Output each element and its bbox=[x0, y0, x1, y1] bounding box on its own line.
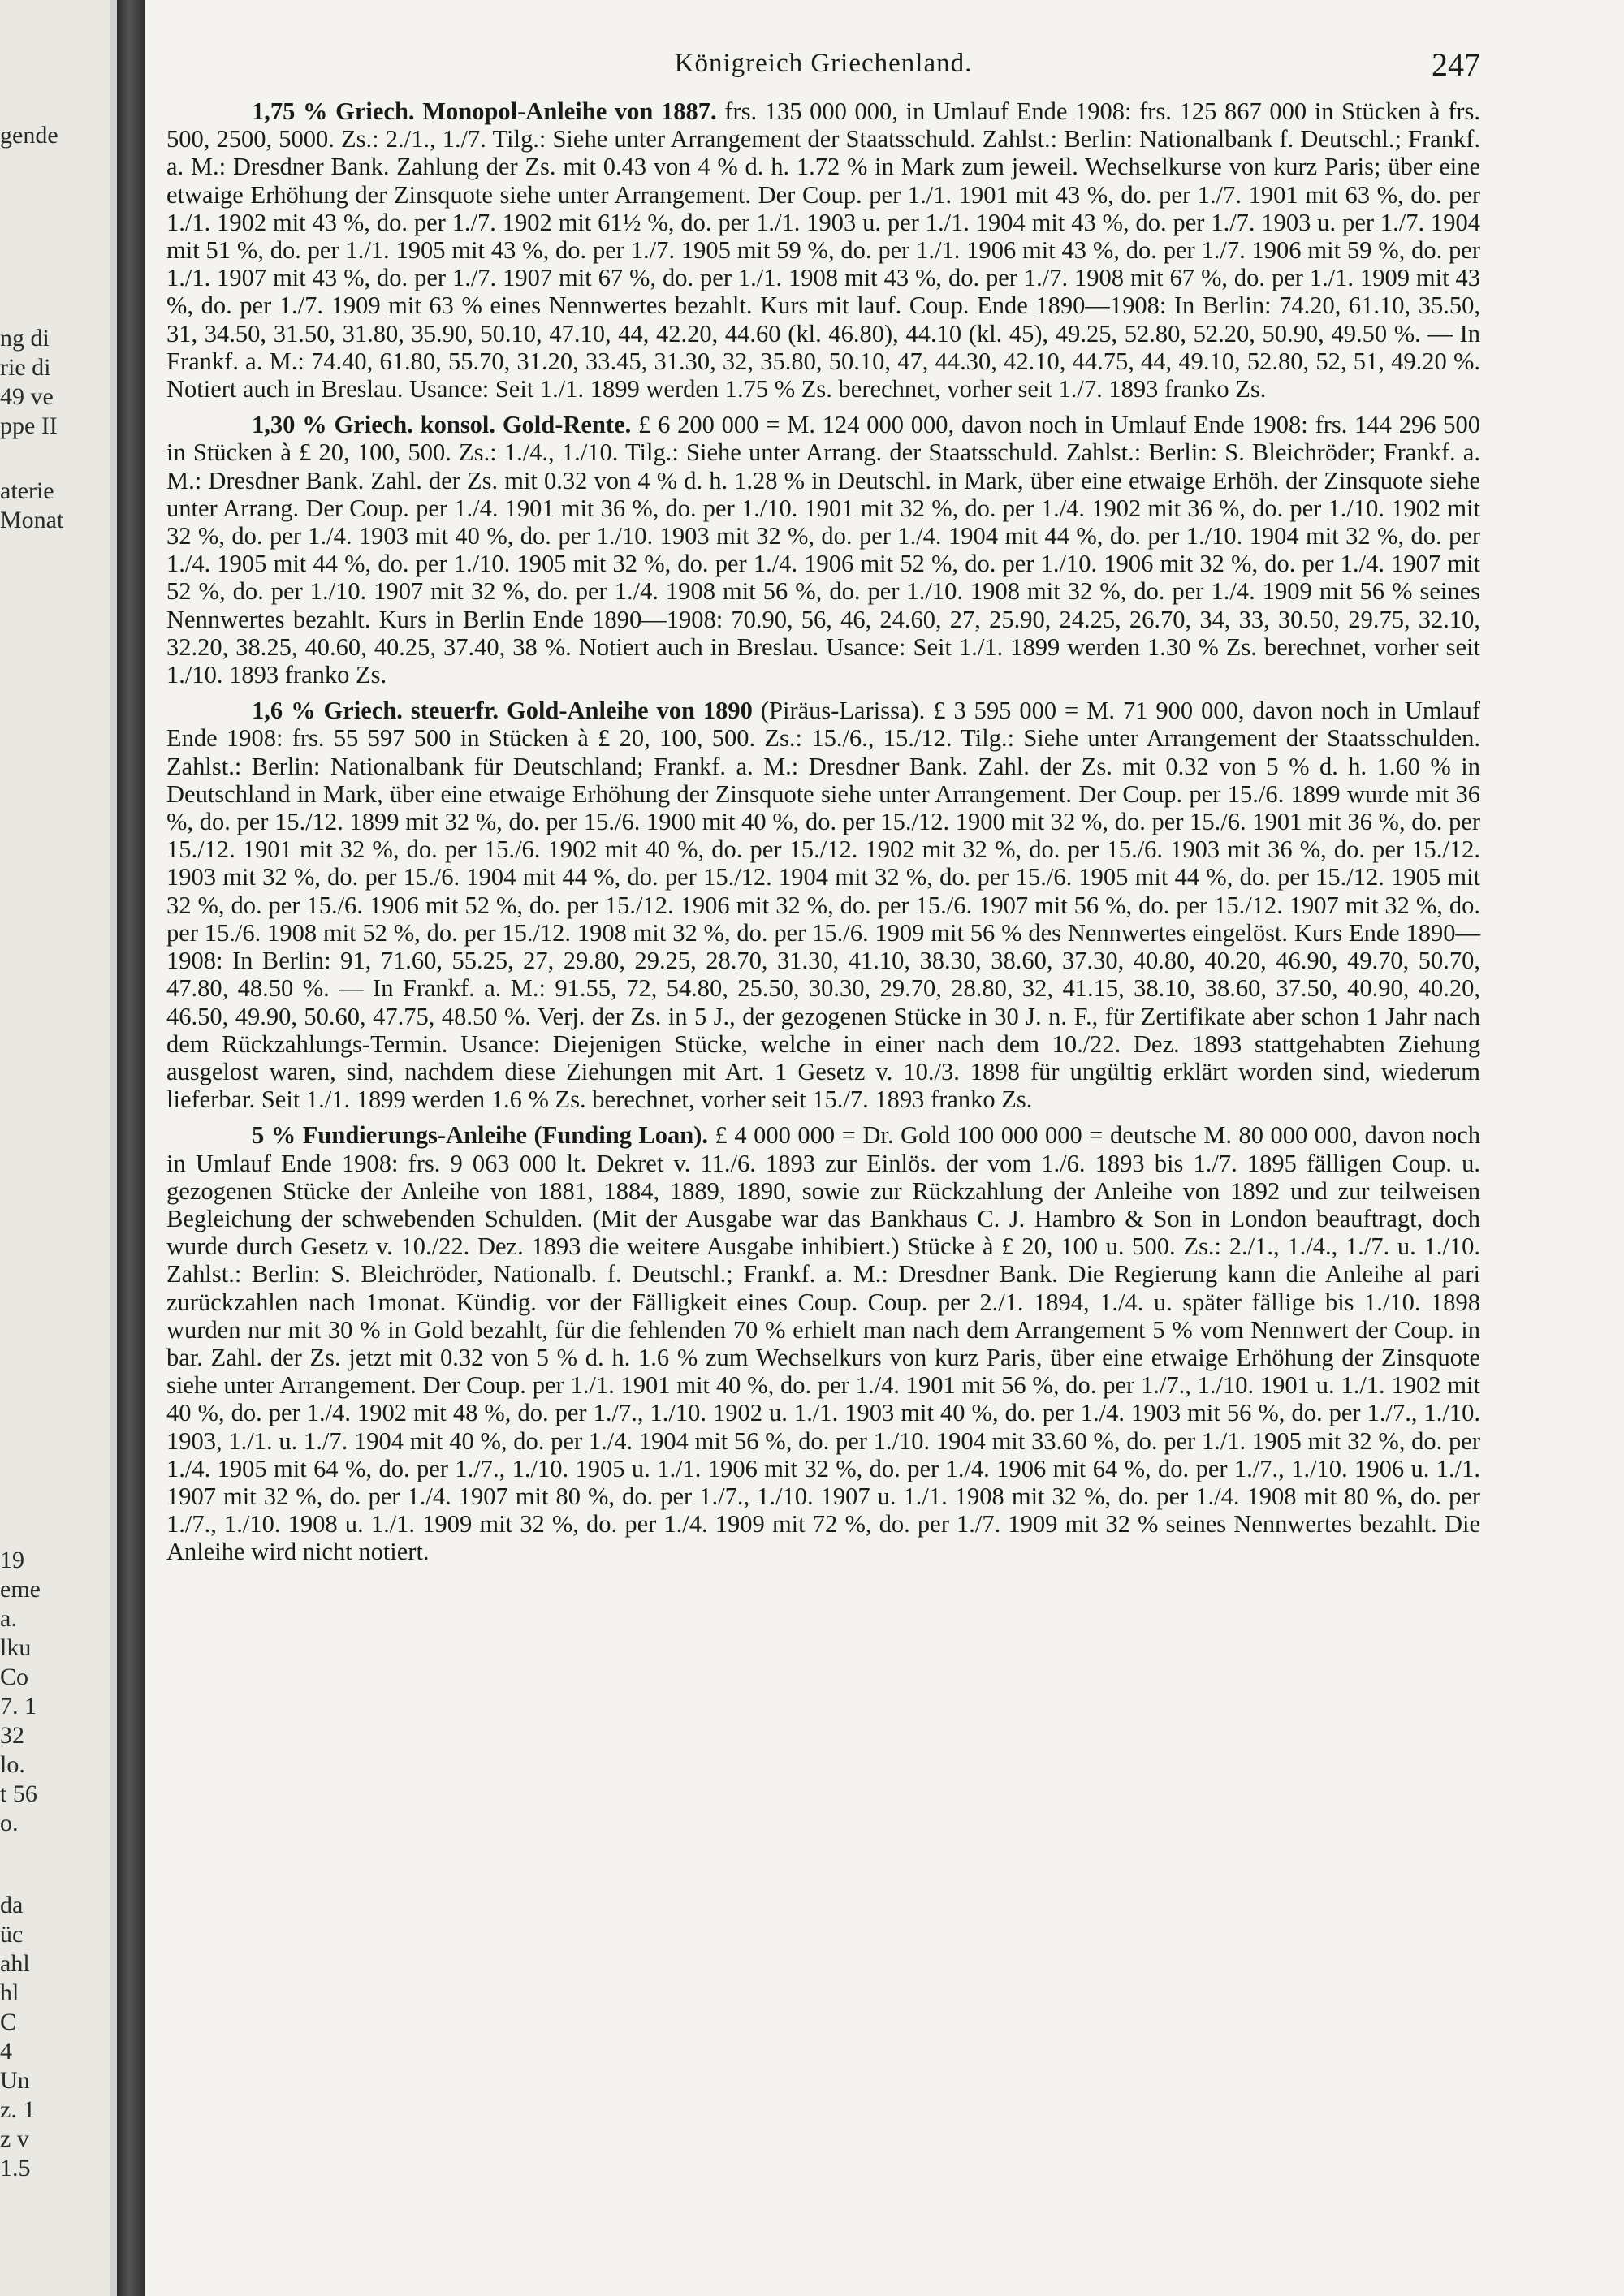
margin-fragment: 19 bbox=[0, 1547, 24, 1573]
margin-fragment: 32 bbox=[0, 1722, 24, 1749]
margin-fragment: üc bbox=[0, 1921, 24, 1948]
entry-heading: 5 % Fundierungs-Anleihe (Funding Loan). bbox=[252, 1121, 709, 1150]
bond-entry-monopol-anleihe-1887 bbox=[166, 97, 1480, 403]
page-content bbox=[166, 46, 1481, 1571]
margin-fragment: C bbox=[0, 2009, 17, 2035]
margin-fragment: gende bbox=[0, 122, 58, 149]
bond-entry-gold-anleihe-1890 bbox=[166, 697, 1480, 1113]
margin-fragment: lo. bbox=[0, 1751, 25, 1778]
entry-body: frs. 135 000 000, in Umlauf Ende 1908: frs. 125 867 000 in Stücken à frs. 500, 2500, 5000. Zs.: 2./1., 1./7. Tilg.: Siehe unter Arrangement der Staatsschuld. Zahlst.: Berlin: Nationalbank f. Deutschl.; Frankf. a. M.: Dresdner Bank. Zahlung der Zs. mit 0.43 von 4 % d. h. 1.72 % in Mark zum jeweil. Wechselkurse von kurz Paris; über eine etwaige Erhöhung der Zinsquote siehe unter Arrangement. Der Coup. per 1./1. 1901 mit 43 %, do. per 1./7. 1901 mit 63 %, do. per 1./1. 1902 mit 43 %, do. per 1./7. 1902 mit 61½ %, do. per 1./1. 1903 u. per 1./1. 1904 mit 43 %, do. per 1./7. 1903 u. per 1./7. 1904 mit 51 %, do. per 1./1. 1905 mit 43 %, do. per 1./7. 1905 mit 59 %, do. per 1./1. 1906 mit 43 %, do. per 1./7. 1906 mit 59 %, do. per 1./1. 1907 mit 43 %, do. per 1./7. 1907 mit 67 %, do. per 1./1. 1908 mit 43 %, do. per 1./7. 1908 mit 67 %, do. per 1./1. 1909 mit 43 %, do. per 1./7. 1909 mit 63 % eines Nennwertes bezahlt. Kurs mit lauf. Coup. Ende 1890—1908: In Berlin: 74.20, 61.10, 35.50, 31, 34.50, 31.50, 31.80, 35.90, 50.10, 47.10, 44, 42.20, 44.60 (kl. 46.80), 44.10 (kl. 45), 49.25, 52.80, 52.20, 50.90, 49.50 %. — In Frankf. a. M.: 74.40, 61.80, 55.70, 31.20, 33.45, 31.30, 32, 35.80, 50.10, 47, 44.30, 42.10, 44.75, 44, 49.10, 52.80, 52, 51, 49.20 %. Notiert auch in Breslau. Usance: Seit 1./1. 1899 werden 1.75 % Zs. berechnet, vorher seit 1./7. 1893 franko Zs. bbox=[166, 97, 1480, 404]
margin-fragment: a. bbox=[0, 1605, 17, 1632]
margin-fragment: aterie bbox=[0, 477, 54, 504]
margin-fragment: ppe II bbox=[0, 412, 58, 439]
entry-heading: 1,30 % Griech. konsol. Gold-Rente. bbox=[252, 411, 632, 439]
page-header bbox=[166, 46, 1480, 97]
margin-fragment: t 56 bbox=[0, 1780, 37, 1807]
margin-fragment: z v bbox=[0, 2126, 29, 2152]
margin-fragment: eme bbox=[0, 1576, 41, 1603]
margin-fragment: Un bbox=[0, 2067, 30, 2094]
entry-body: £ 6 200 000 = M. 124 000 000, davon noch in Umlauf Ende 1908: frs. 144 296 500 in Stücken à £ 20, 100, 500. Zs.: 1./4., 1./10. Tilg.: Siehe unter Arrang. der Staatsschuld. Zahlst.: Berlin: S. Bleichröder; Frankf. a. M.: Dresdner Bank. Zahl. der Zs. mit 0.32 von 4 % d. h. 1.28 % in Deutschl. in Mark, über eine etwaige Erhöh. der Zinsquote siehe unter Arrang. Der Coup. per 1./4. 1901 mit 36 %, do. per 1./10. 1901 mit 32 %, do. per 1./4. 1902 mit 36 %, do. per 1./10. 1902 mit 32 %, do. per 1./4. 1903 mit 40 %, do. per 1./10. 1903 mit 32 %, do. per 1./4. 1904 mit 44 %, do. per 1./10. 1904 mit 32 %, do. per 1./4. 1905 mit 44 %, do. per 1./10. 1905 mit 32 %, do. per 1./4. 1906 mit 52 %, do. per 1./10. 1906 mit 32 %, do. per 1./4. 1907 mit 52 %, do. per 1./10. 1907 mit 32 %, do. per 1./4. 1908 mit 56 %, do. per 1./10. 1908 mit 32 %, do. per 1./4. 1909 mit 56 % seines Nennwertes bezahlt. Kurs in Berlin Ende 1890—1908: 70.90, 56, 46, 24.60, 27, 25.90, 24.25, 26.70, 34, 33, 30.50, 29.75, 32.10, 32.20, 38.25, 40.60, 40.25, 37.40, 38 %. Notiert auch in Breslau. Usance: Seit 1./1. 1899 werden 1.30 % Zs. berechnet, vorher seit 1./10. 1893 franko Zs. bbox=[166, 411, 1480, 689]
margin-fragment: z. 1 bbox=[0, 2096, 36, 2123]
running-title: Königreich Griechenland. bbox=[674, 49, 973, 78]
margin-fragment: Monat bbox=[0, 507, 64, 533]
bond-entry-konsol-gold-rente bbox=[166, 411, 1480, 688]
margin-fragment: lku bbox=[0, 1634, 32, 1661]
margin-fragment: da bbox=[0, 1892, 24, 1918]
margin-fragment: hl bbox=[0, 1979, 19, 2006]
margin-fragment: 7. 1 bbox=[0, 1693, 37, 1720]
margin-fragment: rie di bbox=[0, 354, 51, 381]
margin-fragment: ahl bbox=[0, 1950, 30, 1977]
entry-body: (Piräus-Larissa). £ 3 595 000 = M. 71 900 000, davon noch in Umlauf Ende 1908: frs. 55 597 500 in Stücken à £ 20, 100, 500. Zs.: 15./6., 15./12. Tilg.: Siehe unter Arrangement der Staatsschulden. Zahlst.: Berlin: Nationalbank für Deutschland; Frankf. a. M.: Dresdner Bank. Zahl. der Zs. mit 0.32 von 5 % d. h. 1.60 % in Deutschland in Mark, über eine etwaige Erhöhung der Zinsquote siehe unter Arrangement. Der Coup. per 15./6. 1899 wurde mit 36 %, do. per 15./12. 1899 mit 32 %, do. per 15./6. 1900 mit 40 %, do. per 15./12. 1900 mit 32 %, do. per 15./6. 1901 mit 36 %, do. per 15./12. 1901 mit 32 %, do. per 15./6. 1902 mit 40 %, do. per 15./12. 1902 mit 32 %, do. per 15./6. 1903 mit 36 %, do. per 15./12. 1903 mit 32 %, do. per 15./6. 1904 mit 44 %, do. per 15./12. 1904 mit 32 %, do. per 15./6. 1905 mit 44 %, do. per 15./12. 1905 mit 32 %, do. per 15./6. 1906 mit 52 %, do. per 15./12. 1906 mit 32 %, do. per 15./6. 1907 mit 56 %, do. per 15./12. 1907 mit 32 %, do. per 15./6. 1908 mit 52 %, do. per 15./12. 1908 mit 32 %, do. per 15./6. 1909 mit 56 % des Nennwertes eingelöst. Kurs Ende 1890—1908: In Berlin: 91, 71.60, 55.25, 27, 29.80, 29.25, 28.70, 31.30, 41.10, 38.30, 38.60, 37.30, 40.80, 40.20, 46.90, 49.70, 50.70, 47.80, 48.50 %. — In Frankf. a. M.: 91.55, 72, 54.80, 25.50, 30.30, 29.70, 28.80, 32, 41.15, 38.10, 38.60, 37.50, 40.90, 40.20, 46.50, 49.90, 50.60, 47.75, 48.50 %. Verj. der Zs. in 5 J., der gezogenen Stücke in 30 J. n. F., für Zertifikate aber schon 1 Jahr nach dem Rückzahlungs-Termin. Usance: Diejenigen Stücke, welche in einer nach dem 10./22. Dez. 1893 stattgehabten Ziehung ausgelost waren, sind, nachdem diese Ziehungen mit Art. 1 Gesetz v. 10./3. 1898 für ungültig erklärt worden sind, wiederum lieferbar. Seit 1./1. 1899 werden 1.6 % Zs. berechnet, vorher seit 15./7. 1893 franko Zs. bbox=[166, 697, 1480, 1114]
page-number: 247 bbox=[1432, 46, 1480, 83]
margin-fragment: o. bbox=[0, 1810, 19, 1836]
margin-fragment: 4 bbox=[0, 2038, 12, 2065]
entry-heading: 1,6 % Griech. steuerfr. Gold-Anleihe von 1890 bbox=[252, 697, 753, 725]
margin-fragment: Co bbox=[0, 1664, 29, 1690]
margin-fragment: ng di bbox=[0, 325, 50, 352]
bond-entry-fundierungs-anleihe bbox=[166, 1121, 1480, 1565]
page-gutter-edge bbox=[110, 0, 117, 2296]
adjacent-page-margin bbox=[0, 0, 110, 2296]
entry-body: £ 4 000 000 = Dr. Gold 100 000 000 = deutsche M. 80 000 000, davon noch in Umlauf Ende 1908: frs. 9 063 000 lt. Dekret v. 11./6. 1893 zur Einlös. der vom 1./6. 1893 bis 1./7. 1895 fälligen Coup. u. gezogenen Stücke der Anleihe von 1881, 1884, 1889, 1890, sowie zur Rückzahlung der Anleihe von 1892 und zur teilweisen Begleichung der schwebenden Schulden. (Mit der Ausgabe war das Bankhaus C. J. Hambro & Son in London beauftragt, doch wurde durch Gesetz v. 10./22. Dez. 1893 die weitere Ausgabe inhibiert.) Stücke à £ 20, 100 u. 500. Zs.: 2./1., 1./4., 1./7. u. 1./10. Zahlst.: Berlin: S. Bleichröder, Nationalb. f. Deutschl.; Frankf. a. M.: Dresdner Bank. Die Regierung kann die Anleihe al pari zurückzahlen nach 1monat. Kündig. vor der Fälligkeit eines Coup. Coup. per 2./1. 1894, 1./4. u. später fällige bis 1./10. 1898 wurden nur mit 30 % in Gold bezahlt, für die fehlenden 70 % erhielt man nach dem Arrangement 5 % vom Nennwert der Coup. in bar. Zahl. der Zs. jetzt mit 0.32 von 5 % d. h. 1.6 % zum Wechselkurs von kurz Paris, über eine etwaige Erhöhung der Zinsquote siehe unter Arrangement. Der Coup. per 1./1. 1901 mit 40 %, do. per 1./4. 1901 mit 56 %, do. per 1./7., 1./10. 1901 u. 1./1. 1902 mit 40 %, do. per 1./4. 1902 mit 48 %, do. per 1./7., 1./10. 1902 u. 1./1. 1903 mit 40 %, do. per 1./4. 1903 mit 56 %, do. per 1./7., 1./10. 1903, 1./1. u. 1./7. 1904 mit 40 %, do. per 1./4. 1904 mit 56 %, do. per 1./10. 1904 mit 33.60 %, do. per 1./1. 1905 mit 32 %, do. per 1./4. 1905 mit 64 %, do. per 1./7., 1./10. 1905 u. 1./1. 1906 mit 32 %, do. per 1./4. 1906 mit 64 %, do. per 1./7., 1./10. 1906 u. 1./1. 1907 mit 32 %, do. per 1./4. 1907 mit 80 %, do. per 1./7., 1./10. 1907 u. 1./1. 1908 mit 32 %, do. per 1./4. 1908 mit 80 %, do. per 1./7., 1./10. 1908 u. 1./1. 1909 mit 32 %, do. per 1./4. 1909 mit 72 %, do. per 1./7. 1909 mit 32 % seines Nennwertes bezahlt. Die Anleihe wird nicht notiert. bbox=[166, 1121, 1481, 1566]
book-binding-shadow bbox=[117, 0, 145, 2296]
entry-heading: 1,75 % Griech. Monopol-Anleihe von 1887. bbox=[252, 97, 717, 125]
margin-fragment: 1.5 bbox=[0, 2155, 31, 2182]
margin-fragment: 49 ve bbox=[0, 383, 54, 410]
